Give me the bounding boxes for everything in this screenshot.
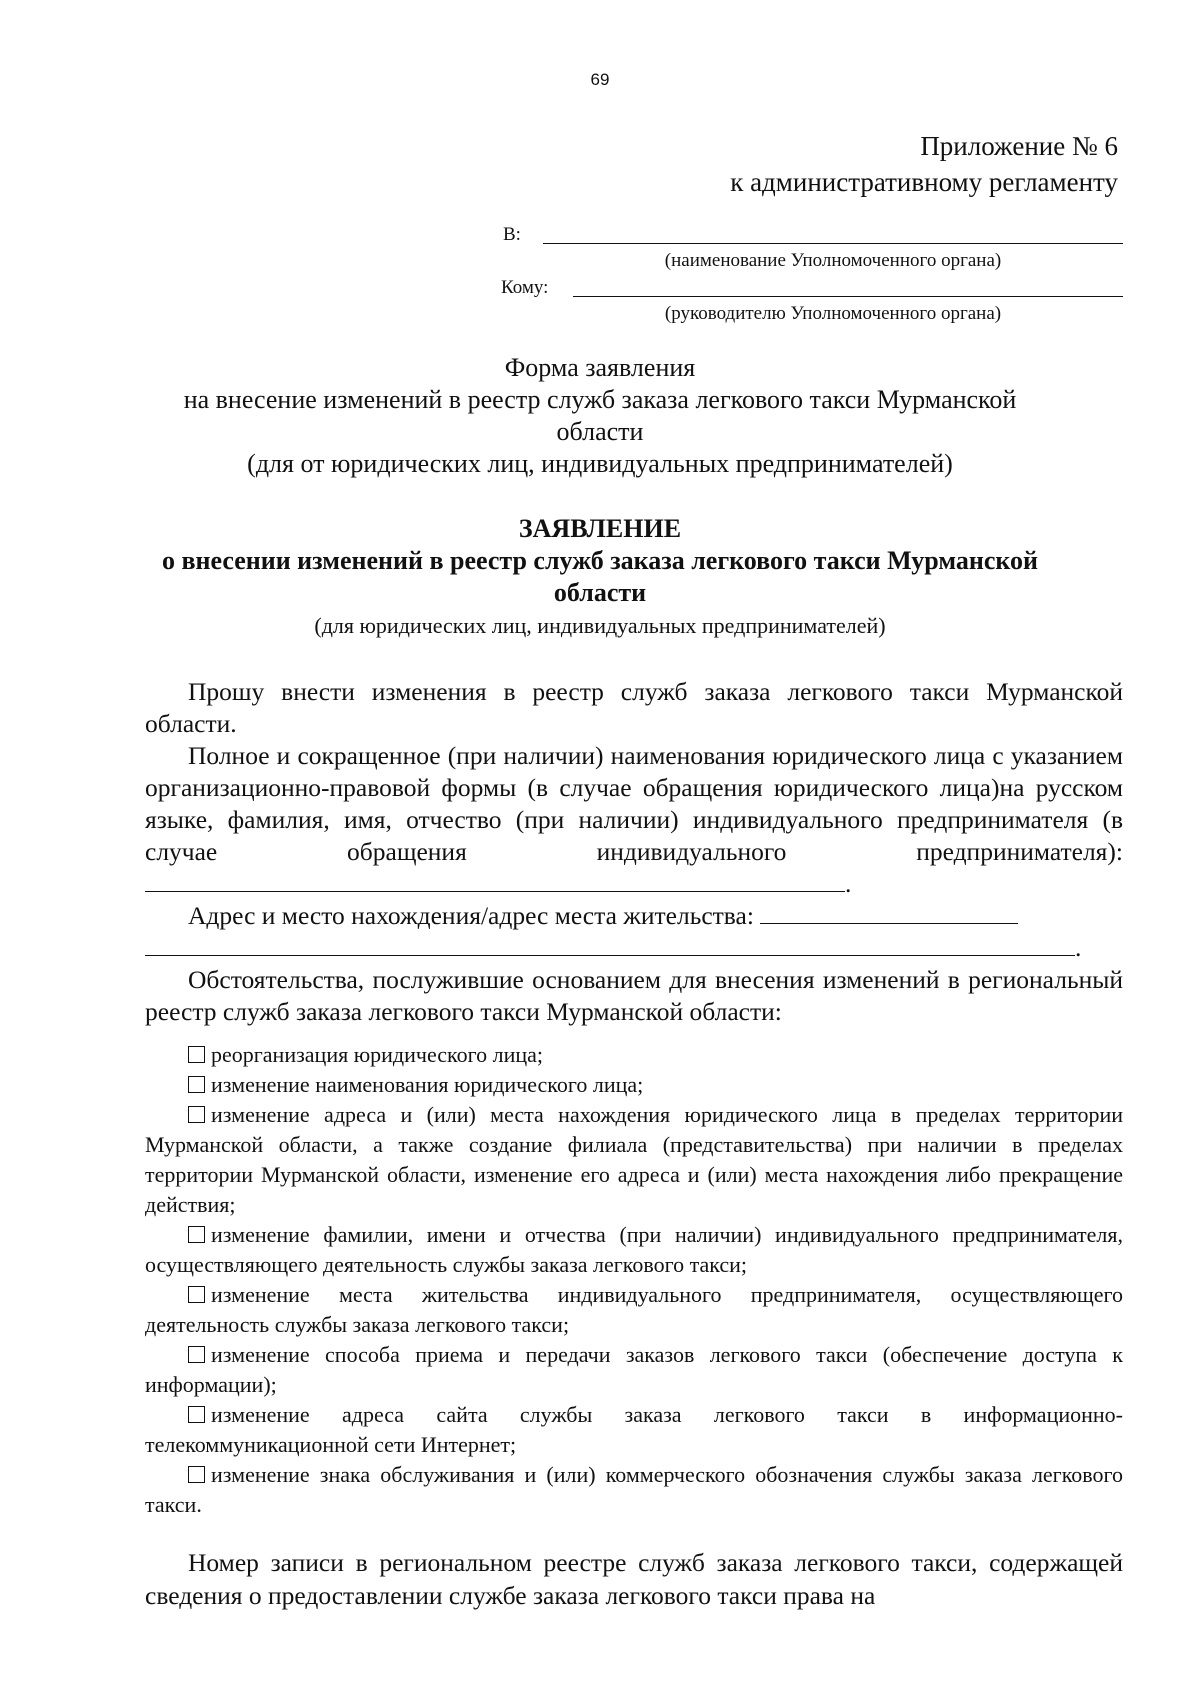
appendix-line-2: к административному регламенту [730, 167, 1118, 197]
form-title-line-2: на внесение изменений в реестр служб заказа легкового такси Мурманской [183, 385, 1017, 414]
option-label: изменение способа приема и передачи заказов легкового такси (обеспечение доступа к информации); [145, 1342, 1123, 1397]
address-label: Адрес и место нахождения/адрес места жительства: [188, 901, 754, 930]
tail-paragraph [145, 1546, 1123, 1612]
form-title [150, 352, 1050, 480]
name-period: . [845, 869, 852, 898]
address-period: . [1075, 933, 1082, 962]
checkbox-residence-change[interactable] [188, 1286, 205, 1303]
address-continuation [145, 932, 1123, 964]
address-field-part-1[interactable] [760, 901, 1018, 924]
to-hint: (наименование Уполномоченного органа) [664, 250, 1002, 271]
whom-field[interactable] [573, 296, 1123, 297]
address-field-part-2[interactable] [145, 933, 1075, 956]
body-text [145, 676, 1123, 1028]
statement-line-1: о внесении изменений в реестр служб заказа легкового такси Мурманской [161, 546, 1039, 575]
name-field[interactable] [145, 869, 845, 892]
request-paragraph: Прошу внести изменения в реестр служб заказа легкового такси Мурманской области. [145, 677, 1123, 738]
name-label: Полное и сокращенное (при наличии) наименования юридического лица с указанием организационно-правовой формы (в случае обращения юридического лица)на русском языке, фамилия, имя, отчество (при наличии) индивидуального предпринимателя (в случае обращения индивидуального предпринимателя): [145, 741, 1123, 866]
option-label: изменение наименования юридического лица; [211, 1072, 644, 1097]
to-label: В: [503, 224, 521, 245]
checkbox-reorganization[interactable] [188, 1046, 205, 1063]
checkbox-order-method-change[interactable] [188, 1346, 205, 1363]
statement-subtitle: (для юридических лиц, индивидуальных предпринимателей) [314, 613, 886, 638]
option-label: изменение знака обслуживания и (или) коммерческого обозначения службы заказа легкового такси. [145, 1462, 1123, 1517]
option-item [145, 1460, 1123, 1520]
whom-hint: (руководителю Уполномоченного органа) [664, 303, 1002, 324]
form-title-line-4: (для от юридических лиц, индивидуальных предпринимателей) [247, 449, 953, 478]
option-item [145, 1100, 1123, 1220]
option-item [145, 1400, 1123, 1460]
option-item [145, 1070, 1123, 1100]
checkbox-address-change[interactable] [188, 1106, 205, 1123]
option-item [145, 1280, 1123, 1340]
option-label: изменение адреса сайта службы заказа легкового такси в информационно-телекоммуникационной сети Интернет; [145, 1402, 1123, 1457]
options-list [145, 1040, 1123, 1520]
checkbox-website-change[interactable] [188, 1406, 205, 1423]
option-item [145, 1040, 1123, 1070]
whom-label: Кому: [501, 277, 549, 298]
statement-heading [130, 513, 1070, 609]
to-field[interactable] [543, 243, 1123, 244]
record-number-text: Номер записи в региональном реестре служб заказа легкового такси, содержащей сведения о предоставлении службе заказа легкового такси права на [145, 1548, 1123, 1610]
address-paragraph [145, 900, 1123, 932]
checkbox-trademark-change[interactable] [188, 1466, 205, 1483]
option-label: изменение места жительства индивидуального предпринимателя, осуществляющего деятельность службы заказа легкового такси; [145, 1282, 1123, 1337]
form-title-line-1: Форма заявления [504, 353, 696, 382]
checkbox-name-change[interactable] [188, 1076, 205, 1093]
statement-line-2: области [553, 578, 647, 607]
appendix-line-1: Приложение № 6 [920, 131, 1118, 161]
form-title-line-3: области [556, 417, 644, 446]
option-item [145, 1340, 1123, 1400]
statement-title: ЗАЯВЛЕНИЕ [518, 514, 682, 543]
circumstances-paragraph: Обстоятельства, послужившие основанием для внесения изменений в региональный реестр служб заказа легкового такси Мурманской области: [145, 965, 1123, 1026]
option-item [145, 1220, 1123, 1280]
appendix-header [418, 128, 1118, 200]
option-label: изменение адреса и (или) места нахождения юридического лица в пределах территории Мурманской области, а также создание филиала (представительства) при наличии в пределах территории Мурманской области, изменение его адреса и (или) места нахождения либо прекращение действия; [145, 1102, 1123, 1217]
checkbox-fio-change[interactable] [188, 1226, 205, 1243]
name-paragraph [145, 740, 1123, 900]
option-label: реорганизация юридического лица; [211, 1042, 543, 1067]
option-label: изменение фамилии, имени и отчества (при наличии) индивидуального предпринимателя, осуществляющего деятельность службы заказа легкового такси; [145, 1222, 1123, 1277]
page-number: 69 [590, 70, 610, 89]
